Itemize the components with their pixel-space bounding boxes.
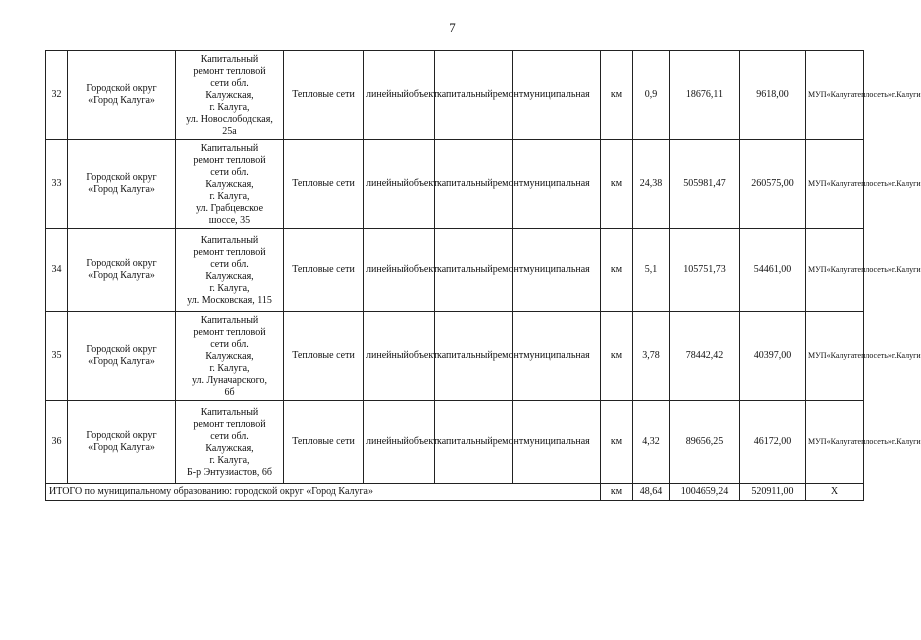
page-number: 7 [449, 20, 456, 35]
total-cost-total: 1004659,24 [670, 484, 740, 501]
work-type-cell-line: капитальный [437, 264, 493, 275]
work-description-cell-line: г. Калуга, [209, 102, 250, 113]
work-description-cell-line: Капитальный [200, 407, 259, 418]
unit-cell: км [601, 140, 633, 229]
work-type-cell-line: капитальный [437, 350, 493, 361]
cost-part-cell: 40397,00 [740, 312, 806, 401]
unit-cell: км [601, 229, 633, 312]
object-type-cell [364, 229, 438, 312]
work-description-cell-line: Капитальный [200, 143, 259, 154]
work-description-cell-line: 6б [224, 387, 235, 398]
row-number: 35 [46, 312, 68, 401]
work-description-cell-line: ремонт тепловой [193, 419, 266, 430]
work-description-cell-line: ул. Московская, 115 [187, 295, 272, 306]
cost-part-cell: 46172,00 [740, 401, 806, 484]
work-description-cell-line: г. Калуга, [209, 455, 250, 466]
table-row [46, 229, 864, 312]
work-description-cell-line: Калужская, [205, 271, 254, 282]
work-type-cell-line: ремонт [492, 350, 524, 361]
organization-cell [806, 312, 921, 401]
district-cell-line: «Город Калуга» [88, 442, 155, 453]
object-type-cell-line: объект [408, 436, 438, 447]
work-type-cell-line: ремонт [492, 436, 524, 447]
cost-total-cell: 89656,25 [670, 401, 740, 484]
work-description-cell-line: Калужская, [205, 443, 254, 454]
organization-cell-line: МУП [808, 437, 827, 446]
work-description-cell-line: сети обл. [210, 259, 249, 270]
work-description-cell-line: ремонт тепловой [193, 66, 266, 77]
work-description-cell-line: ул. Грабцевское [195, 203, 264, 214]
length-cell: 3,78 [633, 312, 670, 401]
organization-cell-line: МУП [808, 351, 827, 360]
object-type-cell [364, 140, 438, 229]
work-description-cell [176, 401, 284, 484]
work-type-cell [435, 401, 524, 484]
object-type-cell-line: объект [408, 350, 438, 361]
work-description-cell-line: г. Калуга, [209, 283, 250, 294]
work-type-cell [435, 312, 524, 401]
object-cell: Тепловые сети [284, 401, 364, 484]
work-type-cell [435, 229, 524, 312]
organization-cell [806, 140, 921, 229]
object-cell: Тепловые сети [284, 140, 364, 229]
table-row [46, 401, 864, 484]
object-type-cell-line: линейный [366, 436, 409, 447]
district-cell [68, 140, 176, 229]
district-cell [68, 229, 176, 312]
cost-total-cell: 18676,11 [670, 51, 740, 140]
district-cell-line: Городской округ [86, 430, 157, 441]
length-cell: 5,1 [633, 229, 670, 312]
cost-total-cell: 505981,47 [670, 140, 740, 229]
organization-cell-line: «Калугатеплосеть» [826, 265, 892, 274]
work-description-cell-line: сети обл. [210, 431, 249, 442]
work-description-cell-line: сети обл. [210, 78, 249, 89]
ownership-cell: муниципальная [513, 401, 601, 484]
object-type-cell-line: линейный [366, 178, 409, 189]
work-type-cell [435, 51, 524, 140]
table-row [46, 51, 864, 140]
work-description-cell-line: ремонт тепловой [193, 247, 266, 258]
unit-cell: км [601, 401, 633, 484]
organization-cell-line: г.Калуги [891, 351, 921, 360]
object-type-cell-line: линейный [366, 264, 409, 275]
work-description-cell [176, 229, 284, 312]
district-cell-line: Городской округ [86, 258, 157, 269]
work-description-cell-line: Б-р Энтузиастов, 6б [187, 467, 272, 478]
district-cell-line: «Город Калуга» [88, 95, 155, 106]
work-type-cell-line: капитальный [437, 436, 493, 447]
organization-cell-line: г.Калуги [891, 437, 921, 446]
object-type-cell [364, 312, 438, 401]
cost-part-cell: 260575,00 [740, 140, 806, 229]
row-number: 32 [46, 51, 68, 140]
organization-cell-line: «Калугатеплосеть» [826, 351, 892, 360]
work-type-cell [435, 140, 524, 229]
work-description-cell [176, 140, 284, 229]
work-description-cell-line: сети обл. [210, 167, 249, 178]
work-description-cell-line: ул. Новослободская, [186, 114, 273, 125]
total-length: 48,64 [633, 484, 670, 501]
organization-cell [806, 51, 921, 140]
organization-cell-line: «Калугатеплосеть» [826, 179, 892, 188]
organization-cell-line: «Калугатеплосеть» [826, 437, 892, 446]
work-description-cell-line: сети обл. [210, 339, 249, 350]
district-cell-line: Городской округ [86, 172, 157, 183]
total-row [46, 484, 864, 501]
object-type-cell [364, 401, 438, 484]
work-description-cell-line: Капитальный [200, 235, 259, 246]
ownership-cell: муниципальная [513, 312, 601, 401]
unit-cell: км [601, 312, 633, 401]
district-cell-line: «Город Калуга» [88, 184, 155, 195]
cost-part-cell: 9618,00 [740, 51, 806, 140]
work-type-cell-line: ремонт [492, 264, 524, 275]
work-description-cell-line: г. Калуга, [209, 191, 250, 202]
work-description-cell-line: ремонт тепловой [193, 327, 266, 338]
table-row [46, 140, 864, 229]
cost-total-cell: 78442,42 [670, 312, 740, 401]
work-description-cell-line: 25а [222, 126, 237, 137]
object-type-cell-line: объект [408, 264, 438, 275]
work-type-cell-line: капитальный [437, 89, 493, 100]
row-number: 33 [46, 140, 68, 229]
district-cell-line: Городской округ [86, 344, 157, 355]
object-cell: Тепловые сети [284, 312, 364, 401]
ownership-cell: муниципальная [513, 140, 601, 229]
cost-total-cell: 105751,73 [670, 229, 740, 312]
organization-cell-line: МУП [808, 179, 827, 188]
total-org: Х [806, 484, 864, 501]
object-type-cell-line: объект [408, 89, 438, 100]
organization-cell-line: МУП [808, 90, 827, 99]
table-row [46, 312, 864, 401]
object-type-cell-line: линейный [366, 89, 409, 100]
object-cell: Тепловые сети [284, 229, 364, 312]
work-description-cell-line: Калужская, [205, 351, 254, 362]
work-description-cell [176, 51, 284, 140]
length-cell: 4,32 [633, 401, 670, 484]
work-type-cell-line: капитальный [437, 178, 493, 189]
row-number: 34 [46, 229, 68, 312]
table-body [46, 51, 921, 501]
object-type-cell [364, 51, 438, 140]
work-description-cell [176, 312, 284, 401]
district-cell-line: Городской округ [86, 83, 157, 94]
organization-cell-line: г.Калуги [891, 179, 921, 188]
work-description-cell-line: г. Калуга, [209, 363, 250, 374]
total-unit: км [601, 484, 633, 501]
district-cell-line: «Город Калуга» [88, 356, 155, 367]
work-description-cell-line: ремонт тепловой [193, 155, 266, 166]
district-cell [68, 312, 176, 401]
organization-cell [806, 401, 921, 484]
unit-cell: км [601, 51, 633, 140]
work-description-cell-line: Калужская, [205, 90, 254, 101]
work-description-cell-line: Калужская, [205, 179, 254, 190]
organization-cell-line: г.Калуги [891, 265, 921, 274]
work-description-cell-line: Капитальный [200, 315, 259, 326]
total-cost-part: 520911,00 [740, 484, 806, 501]
work-description-cell-line: Капитальный [200, 54, 259, 65]
district-cell [68, 401, 176, 484]
ownership-cell: муниципальная [513, 229, 601, 312]
object-type-cell-line: линейный [366, 350, 409, 361]
organization-cell-line: г.Калуги [891, 90, 921, 99]
work-type-cell-line: ремонт [492, 178, 524, 189]
work-description-cell-line: ул. Луначарского, [191, 375, 268, 386]
total-label: ИТОГО по муниципальному образованию: городской округ «Город Калуга» [46, 484, 601, 501]
object-cell: Тепловые сети [284, 51, 364, 140]
length-cell: 24,38 [633, 140, 670, 229]
cost-part-cell: 54461,00 [740, 229, 806, 312]
district-cell-line: «Город Калуга» [88, 270, 155, 281]
organization-cell-line: «Калугатеплосеть» [826, 90, 892, 99]
length-cell: 0,9 [633, 51, 670, 140]
ownership-cell: муниципальная [513, 51, 601, 140]
organization-cell-line: МУП [808, 265, 827, 274]
object-type-cell-line: объект [408, 178, 438, 189]
organization-cell [806, 229, 921, 312]
row-number: 36 [46, 401, 68, 484]
work-type-cell-line: ремонт [492, 89, 524, 100]
district-cell [68, 51, 176, 140]
work-description-cell-line: шоссе, 35 [208, 215, 251, 226]
register-table [45, 50, 921, 501]
